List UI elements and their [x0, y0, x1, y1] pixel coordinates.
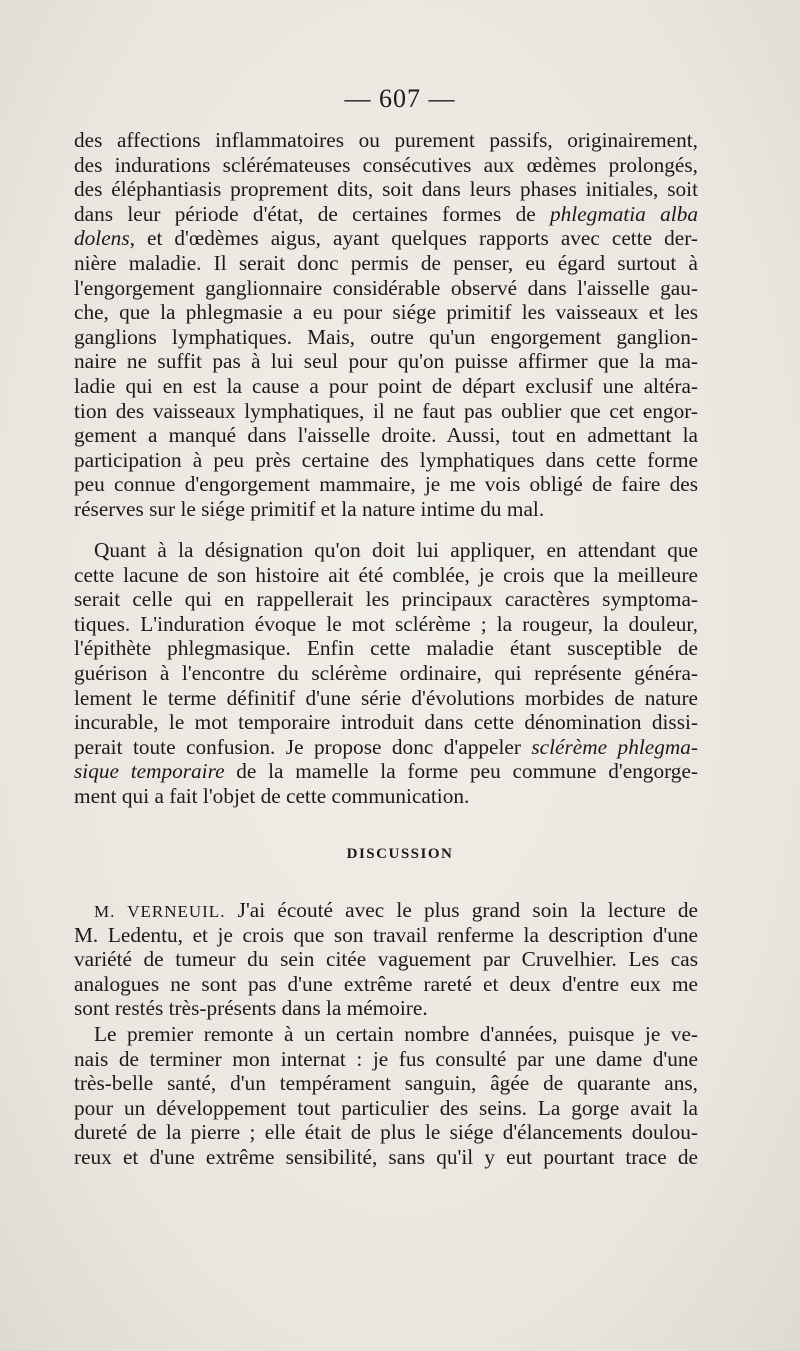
text-line: reux et d'une extrême sensibilité, sans qu'il y eut pourtant trace de [74, 1144, 698, 1169]
text-line: sique temporaire de la mamelle la forme peu commune d'engorge- [74, 759, 698, 784]
text-line: analogues ne sont pas d'une extrême rareté et deux d'entre eux me [74, 971, 698, 996]
text-line: perait toute confusion. Je propose donc d'appeler sclérème phlegma- [74, 734, 698, 759]
text-line: ladie qui en est la cause a pour point de départ exclusif une altéra- [74, 373, 698, 398]
text-line: tion des vaisseaux lymphatiques, il ne faut pas oublier que cet engor- [74, 398, 698, 423]
text-line: che, que la phlegmasie a eu pour siége primitif les vaisseaux et les [74, 300, 698, 325]
text-line: tiques. L'induration évoque le mot sclérème ; la rougeur, la douleur, [74, 611, 698, 636]
paragraph-designation [74, 538, 698, 809]
text-line: cette lacune de son histoire ait été comblée, je crois que la meilleure [74, 562, 698, 587]
text-line: pour un développement tout particulier des seins. La gorge avait la [74, 1095, 698, 1120]
text-line: très-belle santé, d'un tempérament sanguin, âgée de quarante ans, [74, 1071, 698, 1096]
speaker-name: M. VERNEUIL. [94, 902, 226, 921]
text-line: incurable, le mot temporaire introduit dans cette dénomination dissi- [74, 710, 698, 735]
italic-term: phlegmatia alba [550, 201, 698, 226]
text-line: M. VERNEUIL. J'ai écouté avec le plus grand soin la lecture de [94, 898, 698, 922]
text-line: gement a manqué dans l'aisselle droite. Aussi, tout en admettant la [74, 423, 698, 448]
italic-term: sique temporaire [74, 759, 225, 784]
text-line: des affections inflammatoires ou purement passifs, originairement, [74, 128, 698, 152]
paragraph-first-case [74, 1022, 698, 1170]
text-line: nais de terminer mon internat : je fus consulté par une dame d'une [74, 1046, 698, 1071]
text-line: naire ne suffit pas à lui seul pour qu'on puisse affirmer que la ma- [74, 349, 698, 374]
text-line: Quant à la désignation qu'on doit lui appliquer, en attendant que [94, 538, 698, 562]
text-line: ganglions lymphatiques. Mais, outre qu'un engorgement ganglion- [74, 324, 698, 349]
text-line: sont restés très-présents dans la mémoire. [74, 996, 428, 1021]
text-line: dureté de la pierre ; elle était de plus le siége d'élancements doulou- [74, 1120, 698, 1145]
text-line: Le premier remonte à un certain nombre d'années, puisque je ve- [94, 1022, 698, 1046]
italic-term: sclérème phlegma- [531, 734, 698, 759]
page-number: — 607 — [344, 84, 456, 113]
text-line: l'engorgement ganglionnaire considérable observé dans l'aisselle gau- [74, 275, 698, 300]
italic-term: dolens [74, 226, 130, 251]
text-line: participation à peu près certaine des lymphatiques dans cette forme [74, 447, 698, 472]
text-line: variété de tumeur du sein citée vaguement par Cruvelhier. Les cas [74, 947, 698, 972]
section-heading: DISCUSSION [346, 846, 454, 862]
text-line: réserves sur le siége primitif et la nature intime du mal. [74, 496, 545, 521]
text-line: peu connue d'engorgement mammaire, je me vois obligé de faire des [74, 472, 698, 497]
text-line: dolens, et d'œdèmes aigus, ayant quelques rapports avec cette der- [74, 226, 698, 251]
text-line: des éléphantiasis proprement dits, soit dans leurs phases initiales, soit [74, 177, 698, 202]
paragraph-continued [74, 128, 698, 522]
text-line: dans leur période d'état, de certaines formes de phlegmatia alba [74, 201, 698, 226]
text-line: nière maladie. Il serait donc permis de penser, eu égard surtout à [74, 250, 698, 275]
paragraph-verneuil [74, 898, 698, 1021]
text-line: guérison à l'encontre du sclérème ordinaire, qui représente généra- [74, 660, 698, 685]
text-line: des indurations sclérémateuses consécutives aux œdèmes prolongés, [74, 152, 698, 177]
text-line: l'épithète phlegmasique. Enfin cette maladie étant susceptible de [74, 636, 698, 661]
text-line: lement le terme définitif d'une série d'évolutions morbides de nature [74, 685, 698, 710]
text-line: M. Ledentu, et je crois que son travail renferme la description d'une [74, 922, 698, 947]
text-line: ment qui a fait l'objet de cette communication. [74, 783, 470, 808]
text-line: serait celle qui en rappellerait les principaux caractères symptoma- [74, 587, 698, 612]
